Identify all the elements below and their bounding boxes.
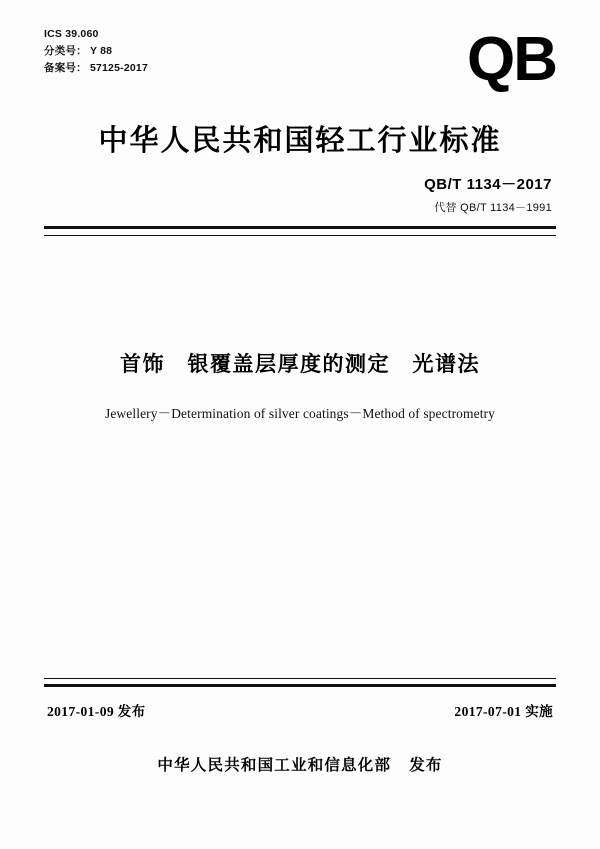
record-label: 备案号：	[44, 62, 87, 74]
divider-bottom-thick	[44, 684, 556, 687]
document-title-english: Jewellery－Determination of silver coatings－Method of spectrometry	[104, 406, 496, 421]
header-block	[44, 26, 556, 122]
publisher-line	[0, 753, 600, 775]
document-title-chinese: 首饰 银覆盖层厚度的测定 光谱法	[120, 352, 480, 376]
class-value: Y 88	[89, 45, 113, 57]
ics-label: ICS	[44, 28, 63, 40]
class-number-line	[44, 43, 148, 60]
standard-number-block	[424, 173, 552, 215]
effective-date: 2017-07-01 实施	[454, 704, 553, 719]
ics-line	[44, 26, 148, 43]
record-number-line	[44, 60, 148, 77]
class-label: 分类号：	[44, 45, 87, 57]
divider-top-thin	[44, 235, 556, 236]
qb-logo: QB	[467, 25, 556, 94]
divider-top-thick	[44, 226, 556, 229]
publisher-verb: 发布	[409, 757, 443, 774]
issue-date: 2017-01-09 发布	[47, 704, 146, 719]
ics-value: 39.060	[65, 28, 99, 40]
date-row	[44, 700, 556, 722]
classification-codes	[44, 26, 148, 77]
divider-bottom-thin	[44, 678, 556, 679]
record-value: 57125-2017	[89, 62, 148, 74]
standard-number: QB/T 1134－2017	[424, 176, 552, 193]
publisher-name: 中华人民共和国工业和信息化部	[157, 757, 392, 774]
standard-replaces: 代替 QB/T 1134－1991	[434, 202, 552, 214]
issuing-authority-title: 中华人民共和国轻工行业标准	[98, 125, 502, 157]
